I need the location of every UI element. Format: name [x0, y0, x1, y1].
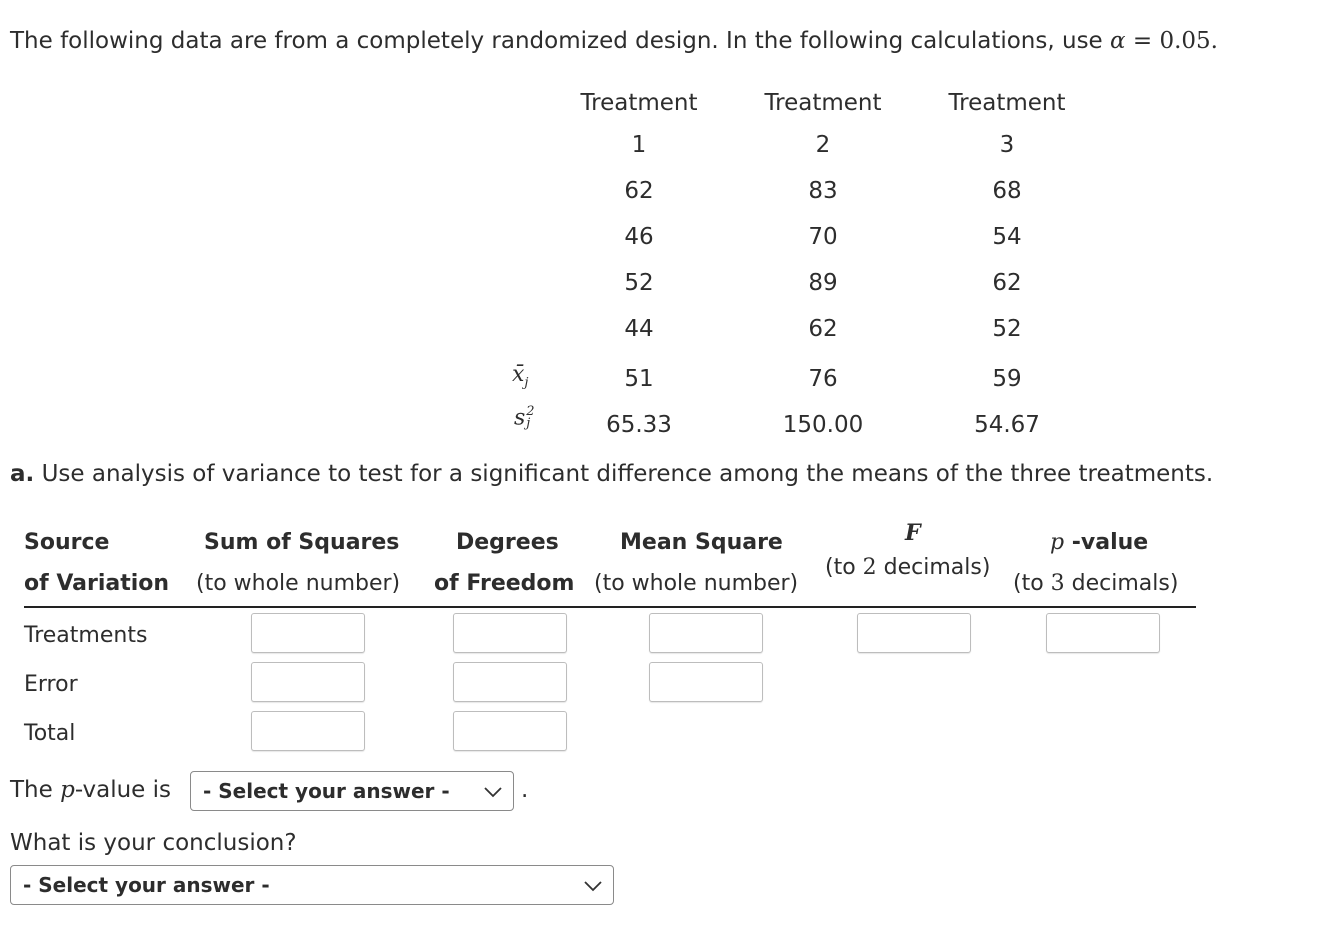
error-ss-input[interactable] — [251, 662, 365, 702]
total-df-input[interactable] — [453, 711, 567, 751]
header-divider — [24, 606, 1196, 608]
sample-variance-label — [514, 406, 535, 431]
p-value-select[interactable] — [190, 771, 514, 811]
error-ms-input[interactable] — [649, 662, 763, 702]
data-cell: 62 — [992, 270, 1022, 296]
conclusion-select-value: - Select your answer - — [23, 873, 270, 897]
mean-cell: 51 — [624, 366, 654, 392]
error-df-input[interactable] — [453, 662, 567, 702]
row-label-treatments: Treatments — [24, 623, 148, 648]
p-value-period: . — [521, 777, 529, 803]
variance-cell: 65.33 — [606, 412, 672, 438]
treatments-ms-input[interactable] — [649, 613, 763, 653]
part-a-letter: a. — [10, 461, 35, 487]
total-ss-input[interactable] — [251, 711, 365, 751]
data-cell: 62 — [624, 178, 654, 204]
intro-sentence — [10, 28, 1218, 54]
data-cell: 54 — [992, 224, 1022, 250]
p-value-header-2: (to 3 decimals) — [1013, 571, 1179, 596]
f-header-2: (to 2 decimals) — [825, 555, 991, 580]
alpha-symbol: α — [1110, 28, 1126, 54]
ss-header-2: (to whole number) — [196, 571, 401, 596]
data-cell: 52 — [624, 270, 654, 296]
row-label-total: Total — [24, 721, 76, 746]
treatment-1-number: 1 — [631, 132, 647, 158]
intro-text: The following data are from a completely randomized design. In the following calculations, use — [10, 28, 1103, 54]
f-header: F — [905, 520, 921, 546]
df-header-2: of Freedom — [434, 571, 575, 596]
conclusion-select[interactable] — [10, 865, 614, 905]
equals-sign: = — [1132, 28, 1153, 54]
treatments-f-input[interactable] — [857, 613, 971, 653]
data-cell: 46 — [624, 224, 654, 250]
df-header: Degrees — [456, 530, 559, 555]
variance-cell: 150.00 — [782, 412, 864, 438]
mean-symbol: x̄ — [512, 362, 525, 387]
ms-header: Mean Square — [620, 530, 783, 555]
mean-cell: 59 — [992, 366, 1022, 392]
variance-symbol: s — [514, 405, 526, 431]
data-cell: 52 — [992, 316, 1022, 342]
treatment-1-header: Treatment — [580, 90, 698, 116]
alpha-value: 0.05. — [1159, 28, 1218, 54]
variance-subscript: j — [526, 416, 531, 432]
chevron-down-icon — [583, 873, 603, 897]
data-cell: 68 — [992, 178, 1022, 204]
data-cell: 44 — [624, 316, 654, 342]
mean-cell: 76 — [808, 366, 838, 392]
p-value-header: p -value — [1050, 530, 1149, 555]
data-cell: 89 — [808, 270, 838, 296]
part-a-question — [10, 461, 1213, 487]
row-label-error: Error — [24, 672, 78, 697]
ss-header: Sum of Squares — [204, 530, 400, 555]
chevron-down-icon — [483, 779, 503, 803]
data-cell: 62 — [808, 316, 838, 342]
treatment-2-header: Treatment — [764, 90, 882, 116]
treatment-3-header: Treatment — [948, 90, 1066, 116]
source-header-2: of Variation — [24, 571, 170, 596]
sample-mean-label — [512, 362, 528, 390]
df-header-3: (to whole number) — [594, 571, 799, 596]
data-cell: 83 — [808, 178, 838, 204]
treatment-3-number: 3 — [999, 132, 1015, 158]
conclusion-question: What is your conclusion? — [10, 830, 297, 856]
data-cell: 70 — [808, 224, 838, 250]
variance-superscript: 2 — [526, 404, 535, 419]
treatments-p-value-input[interactable] — [1046, 613, 1160, 653]
treatments-df-input[interactable] — [453, 613, 567, 653]
treatment-2-number: 2 — [815, 132, 831, 158]
treatments-ss-input[interactable] — [251, 613, 365, 653]
p-value-select-value: - Select your answer - — [203, 779, 450, 803]
source-header: Source — [24, 530, 110, 555]
part-a-text: Use analysis of variance to test for a significant difference among the means of the three treatments. — [41, 461, 1214, 487]
p-value-question: The p-value is — [10, 777, 172, 803]
variance-cell: 54.67 — [974, 412, 1040, 438]
mean-subscript: j — [524, 375, 529, 391]
